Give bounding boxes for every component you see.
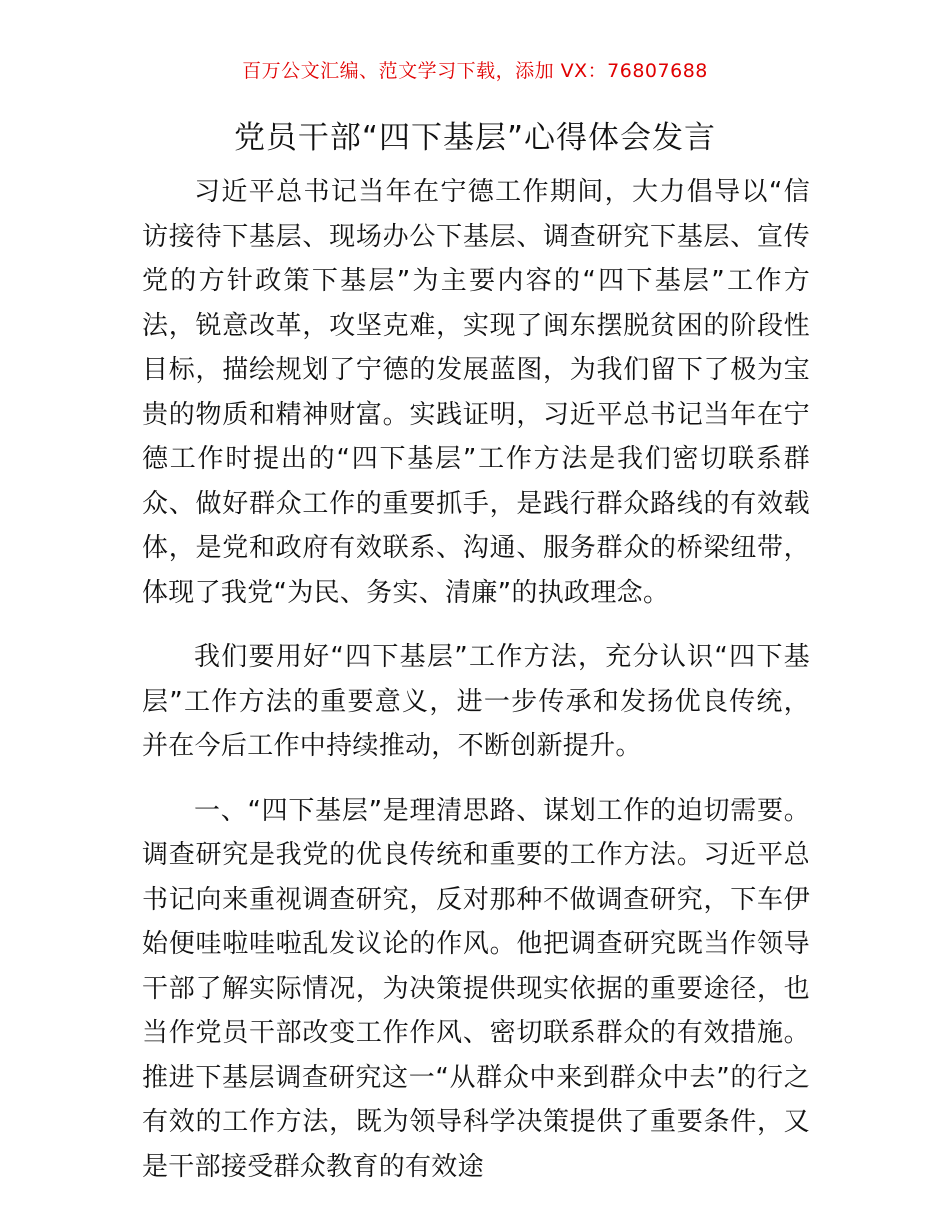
paragraph-overview: 我们要用好“四下基层”工作方法，充分认识“四下基层”工作方法的重要意义，进一步传承和发扬优良传统，并在今后工作中持续推动，不断创新提升。 [142,642,810,761]
document-title: 党员干部“四下基层”心得体会发言 [233,120,717,156]
paragraph-section-one: 一、“四下基层”是理清思路、谋划工作的迫切需要。调查研究是我党的优良传统和重要的工作方法。习近平总书记向来重视调查研究，反对那种不做调查研究，下车伊始便哇啦哇啦乱发议论的作风。他把调查研究既当作领导干部了解实际情况，为决策提供现实依据的重要途径，也当作党员干部改变工作作风、密切联系群众的有效措施。推进下基层调查研究这一“从群众中来到群众中去”的行之有效的工作方法，既为领导科学决策提供了重要条件，又是干部接受群众教育的有效途 [142,795,810,1182]
paragraph-intro: 习近平总书记当年在宁德工作期间，大力倡导以“信访接待下基层、现场办公下基层、调查研究下基层、宣传党的方针政策下基层”为主要内容的“四下基层”工作方法，锐意改革，攻坚克难，实现了闽东摆脱贫困的阶段性目标，描绘规划了宁德的发展蓝图，为我们留下了极为宝贵的物质和精神财富。实践证明，习近平总书记当年在宁德工作时提出的“四下基层”工作方法是我们密切联系群众、做好群众工作的重要抓手，是践行群众路线的有效载体，是党和政府有效联系、沟通、服务群众的桥梁纽带，体现了我党“为民、务实、清廉”的执政理念。 [142,177,810,608]
document-body [142,170,810,1189]
header-banner: 百万公文汇编、范文学习下载，添加 VX：76807688 [242,60,708,82]
